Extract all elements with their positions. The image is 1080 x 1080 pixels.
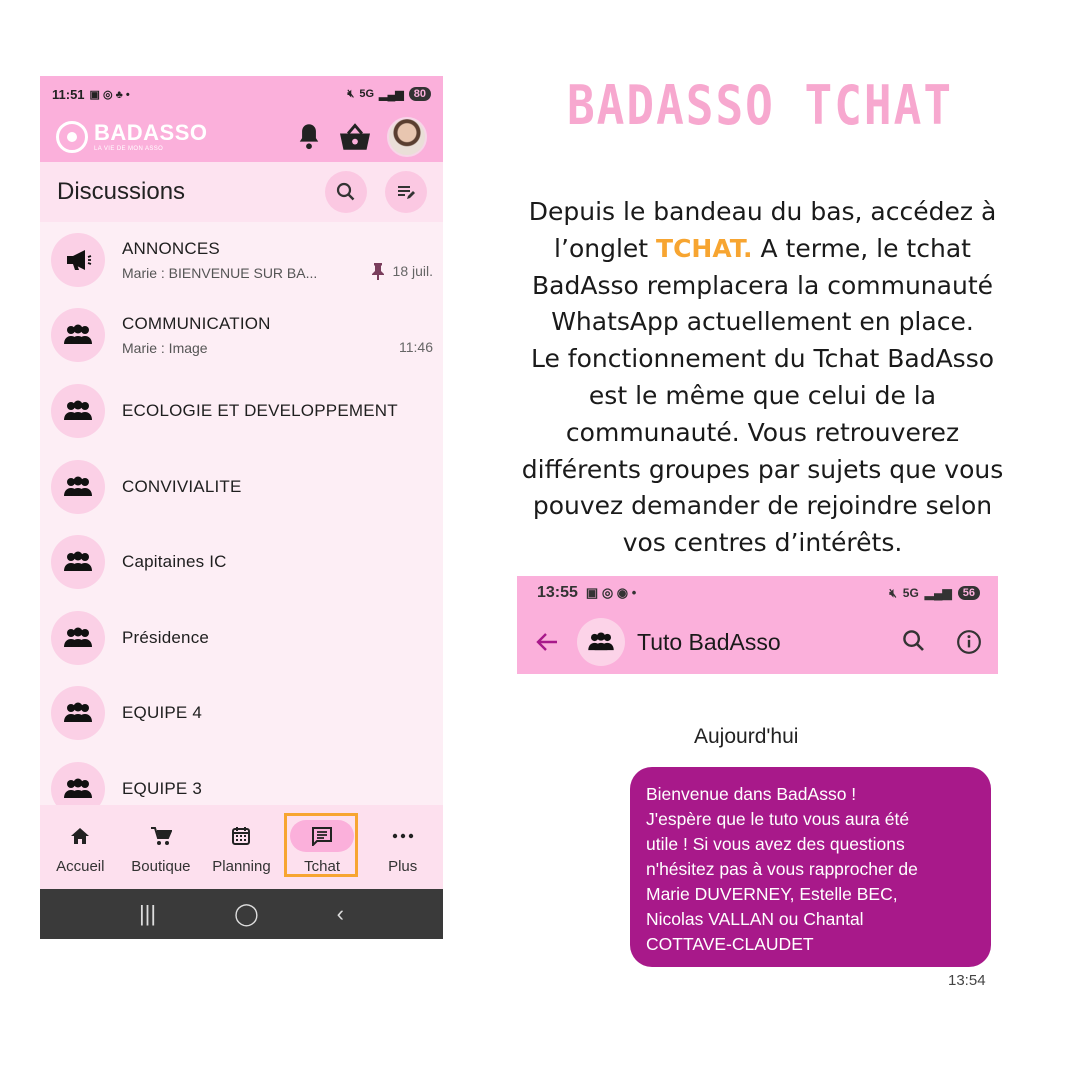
conversation-preview: Marie : BIENVENUE SUR BA... [122,264,318,281]
section-title: BADASSO TCHAT [566,73,954,137]
group-icon [51,686,105,740]
cart-icon [150,826,172,846]
conversation-date: 18 juil. [392,262,433,279]
conversation-name: EQUIPE 3 [122,778,203,798]
message-bubble[interactable] [630,767,991,967]
compose-icon [396,182,416,202]
notification-icons: ▣ ◎ ♣ • [89,88,130,101]
status-bar [537,584,980,602]
group-icon [51,308,105,362]
nav-item-accueil[interactable] [40,805,121,889]
avatar[interactable] [387,117,427,157]
nav-item-plus[interactable] [362,805,443,889]
android-navigation-bar [40,889,443,939]
nav-label: Plus [388,857,418,875]
day-separator: Aujourd'hui [694,725,799,748]
nav-label: Boutique [131,857,191,875]
nav-label: Tchat [304,857,340,875]
group-icon [577,618,625,666]
signal-icon: ▂▄▆ [924,586,952,600]
conversation-name: Capitaines IC [122,552,227,572]
conversation-time: 11:46 [399,339,433,356]
description-text-2: Le fonctionnement du Tchat BadAsso est le même que celui de la communauté. Vous retrouverez différents groupes par sujets que vous pouvez demander de rejoindre selon vos centres d’intérêts. [521,344,1004,558]
list-item[interactable] [40,676,443,752]
chat-header [517,616,998,668]
group-icon [51,460,105,514]
home-button-icon[interactable]: ◯ [234,901,259,926]
conversation-name: EQUIPE 4 [122,703,203,723]
nav-item-boutique[interactable] [121,805,202,889]
description-text: Depuis le bandeau du bas, accédez à l’onglet [528,197,997,263]
back-icon[interactable]: ‹ [336,901,344,926]
logo-icon [56,121,88,153]
badasso-logo[interactable] [56,121,208,153]
home-icon [70,827,90,845]
list-item[interactable] [40,373,443,449]
search-icon [336,182,356,202]
list-item[interactable] [40,222,443,298]
logo-subtitle: LA VIE DE MON ASSO [94,146,164,152]
list-item[interactable] [40,524,443,600]
message-line: J'espère que le tuto vous aura été [646,809,910,829]
message-time: 13:54 [948,972,986,989]
list-item[interactable] [40,600,443,676]
network-label: 5G [359,88,375,100]
chat-screenshot-header [517,576,998,674]
conversation-list [40,222,443,827]
recents-icon[interactable]: ||| [138,901,157,926]
conversation-name: Présidence [122,627,210,647]
compose-button[interactable] [385,171,427,213]
list-item[interactable] [40,298,443,374]
status-time: 11:51 [52,86,85,102]
calendar-icon [231,826,251,846]
message-line: COTTAVE-CLAUDET [646,934,814,954]
conversation-name: ANNONCES [122,238,220,258]
message-line: Marie DUVERNEY, Estelle BEC, [646,884,898,904]
message-line: utile ! Si vous avez des questions [646,834,905,854]
tchat-highlight: TCHAT. [656,233,753,263]
battery-indicator: 80 [409,87,431,101]
status-bar [40,76,443,112]
notification-icons: ▣ ◎ ◉ • [585,585,637,600]
more-icon [392,833,414,839]
back-arrow-icon[interactable] [535,632,559,652]
signal-icon: ▂▄▆ [379,88,404,101]
conversation-name: CONVIVIALITE [122,476,242,496]
phone-screenshot [40,76,443,939]
nav-label: Accueil [56,857,105,875]
search-icon[interactable] [902,629,926,653]
description-paragraph [520,194,1005,562]
mute-icon: 🔇︎ [889,585,897,600]
conversation-name: COMMUNICATION [122,314,271,334]
group-icon [51,611,105,665]
list-item[interactable] [40,449,443,525]
network-label: 5G [902,586,919,600]
app-header [40,112,443,162]
info-icon[interactable] [956,629,982,655]
discussions-bar [40,162,443,222]
page-title: Discussions [57,178,186,205]
battery-indicator: 56 [958,586,980,600]
search-button[interactable] [325,171,367,213]
group-icon [51,535,105,589]
tchat-highlight-box [284,813,358,877]
description-text: A terme, le tchat BadAsso remplacera la communauté WhatsApp actuellement en place. [532,233,993,337]
nav-item-planning[interactable] [201,805,282,889]
pin-icon [371,262,385,280]
logo-title: BADASSO [94,120,208,145]
bell-icon[interactable] [295,122,323,152]
conversation-name: ECOLOGIE ET DEVELOPPEMENT [122,400,398,420]
mute-icon: 🔇︎ [347,87,355,100]
bottom-navigation [40,805,443,889]
message-line: Bienvenue dans BadAsso ! [646,784,857,804]
group-icon [51,384,105,438]
megaphone-icon [51,233,105,287]
status-time: 13:55 [537,584,578,601]
message-line: n'hésitez pas à vous rapprocher de [646,859,918,879]
message-line: Nicolas VALLAN ou Chantal [646,909,864,929]
conversation-preview: Marie : Image [122,340,208,357]
nav-label: Planning [212,857,271,875]
basket-icon[interactable] [337,122,373,152]
chat-title: Tuto BadAsso [637,628,781,655]
